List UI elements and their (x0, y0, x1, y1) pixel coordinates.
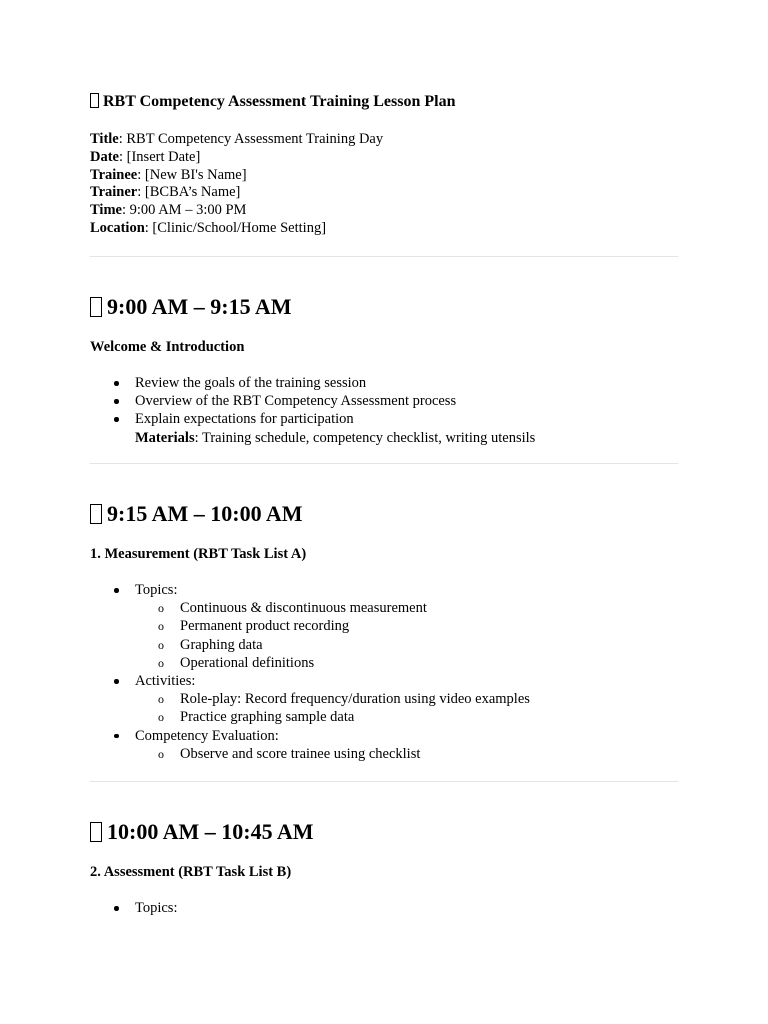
list-item: Competency Evaluation: (90, 727, 530, 745)
list-item: Overview of the RBT Competency Assessment process (90, 392, 535, 410)
meta-title-row (90, 131, 383, 149)
section-divider (90, 256, 678, 257)
meta-label: Location (90, 219, 145, 236)
section-time-heading: 9:00 AM – 9:15 AM (90, 294, 292, 320)
section-divider (90, 781, 678, 782)
sub-list-item: o Graphing data (90, 636, 530, 654)
meta-value: : 9:00 AM – 3:00 PM (121, 202, 247, 219)
section-subheading: 1. Measurement (RBT Task List A) (90, 546, 307, 562)
section-divider (90, 463, 678, 464)
meta-date-row (90, 149, 383, 167)
bullet-list (90, 899, 177, 917)
meta-location-row (90, 220, 383, 238)
materials-value: : Training schedule, competency checklist, writing utensils (194, 429, 536, 446)
missing-glyph-icon (90, 297, 102, 317)
section-time-heading: 10:00 AM – 10:45 AM (90, 819, 314, 845)
section-subheading: Welcome & Introduction (90, 339, 245, 355)
meta-trainee-row (90, 167, 383, 185)
section-subheading: 2. Assessment (RBT Task List B) (90, 864, 292, 880)
list-item: Activities: (90, 672, 530, 690)
meta-time-row (90, 202, 383, 220)
list-item: Topics: (90, 899, 177, 917)
bullet-list (90, 581, 530, 763)
meta-trainer-row (90, 184, 383, 202)
list-item: Explain expectations for participation (90, 410, 535, 428)
meta-value: : [New BI's Name] (137, 166, 247, 183)
missing-glyph-icon (90, 504, 102, 524)
list-item: Topics: (90, 581, 530, 599)
sub-list-item: o Practice graphing sample data (90, 708, 530, 726)
meta-value: : [BCBA’s Name] (137, 184, 241, 201)
missing-glyph-icon (90, 93, 99, 108)
document-meta (90, 131, 383, 238)
meta-value: : RBT Competency Assessment Training Day (118, 131, 384, 147)
list-item: Review the goals of the training session (90, 374, 535, 392)
meta-value: : [Clinic/School/Home Setting] (144, 219, 327, 236)
meta-value: : [Insert Date] (119, 148, 201, 165)
bullet-list (90, 374, 535, 447)
missing-glyph-icon (90, 822, 102, 842)
section-time-heading: 9:15 AM – 10:00 AM (90, 501, 303, 527)
sub-list-item: o Operational definitions (90, 654, 530, 672)
sub-list-item: o Role-play: Record frequency/duration using video examples (90, 690, 530, 708)
meta-label: Time (90, 202, 122, 219)
meta-label: Date (90, 148, 119, 165)
document-title: RBT Competency Assessment Training Lesson Plan (90, 93, 455, 111)
sub-list-item: o Observe and score trainee using checklist (90, 745, 530, 763)
materials-label: Materials (135, 429, 195, 446)
meta-label: Trainer (90, 184, 138, 201)
meta-label: Title (90, 131, 119, 147)
sub-list-item: o Permanent product recording (90, 617, 530, 635)
meta-label: Trainee (90, 166, 138, 183)
sub-list-item: o Continuous & discontinuous measurement (90, 599, 530, 617)
materials-line (90, 429, 535, 447)
